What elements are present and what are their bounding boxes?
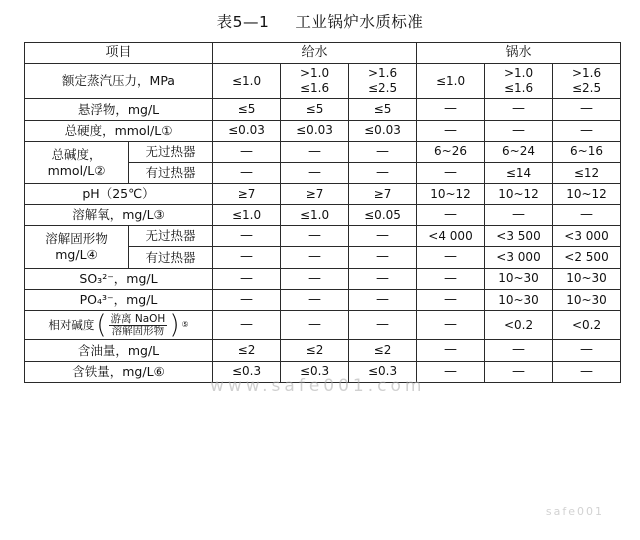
value-cell: — [213, 141, 281, 162]
value-cell: — [281, 163, 349, 184]
value-cell: — [349, 163, 417, 184]
value-cell: ≤5 [213, 99, 281, 120]
watermark-corner: safe001 [545, 505, 604, 518]
value-cell: — [281, 268, 349, 289]
value-line: >1.0 [299, 66, 330, 81]
value-cell: — [281, 289, 349, 310]
value-cell: ≥7 [213, 184, 281, 205]
table-row [25, 226, 621, 247]
row-sublabel: 有过热器 [129, 247, 213, 268]
value-cell: ≤0.05 [349, 204, 417, 225]
row-sublabel: 有过热器 [129, 163, 213, 184]
value-cell: 10~12 [553, 184, 621, 205]
row-label: 总碱度， mmol/L② [25, 141, 129, 184]
value-cell: — [349, 311, 417, 340]
value-cell: <0.2 [553, 311, 621, 340]
value-cell: — [485, 340, 553, 361]
value-cell: ≤12 [553, 163, 621, 184]
value-cell: — [349, 289, 417, 310]
row-label: 溶解固形物 mg/L④ [25, 226, 129, 269]
table-header-row [25, 43, 621, 64]
value-cell: — [349, 226, 417, 247]
value-cell: ≤1.0 [213, 64, 281, 99]
value-cell: ≤2 [213, 340, 281, 361]
value-cell [281, 64, 349, 99]
value-cell: — [213, 163, 281, 184]
row-label: 总硬度，mmol/L① [25, 120, 213, 141]
value-cell: <0.2 [485, 311, 553, 340]
row-label: 含铁量，mg/L⑥ [25, 361, 213, 382]
value-cell: — [485, 99, 553, 120]
row-sublabel: 无过热器 [129, 141, 213, 162]
value-cell: ≤0.03 [281, 120, 349, 141]
value-cell: — [281, 247, 349, 268]
table-row [25, 340, 621, 361]
value-cell: ≤0.3 [213, 361, 281, 382]
value-cell: — [281, 311, 349, 340]
row-label: SO₃²⁻，mg/L [25, 268, 213, 289]
value-cell [485, 64, 553, 99]
table-row [25, 289, 621, 310]
value-cell: — [553, 340, 621, 361]
value-cell: ≤0.03 [213, 120, 281, 141]
value-cell: — [417, 99, 485, 120]
table-number: 表5—1 [216, 13, 270, 31]
value-cell: — [417, 204, 485, 225]
value-cell: ≤0.3 [281, 361, 349, 382]
value-cell: — [417, 268, 485, 289]
table-body [25, 64, 621, 383]
value-cell: ≤0.3 [349, 361, 417, 382]
value-cell: 10~30 [553, 268, 621, 289]
value-cell: ≥7 [349, 184, 417, 205]
table-row [25, 64, 621, 99]
row-sublabel: 无过热器 [129, 226, 213, 247]
value-cell: ≤2 [349, 340, 417, 361]
table-row [25, 311, 621, 340]
table-row [25, 99, 621, 120]
value-cell: ≤14 [485, 163, 553, 184]
value-cell: — [213, 247, 281, 268]
value-cell: 10~12 [417, 184, 485, 205]
table-caption [24, 10, 616, 32]
value-cell: — [553, 361, 621, 382]
value-cell: ≥7 [281, 184, 349, 205]
value-cell: <3 000 [553, 226, 621, 247]
value-cell: — [417, 289, 485, 310]
value-cell: — [213, 311, 281, 340]
watermark-center: www.safe001.com [210, 376, 426, 396]
value-cell: 6~24 [485, 141, 553, 162]
value-cell: — [213, 289, 281, 310]
value-line: ≤2.5 [571, 81, 602, 96]
row-label: 额定蒸汽压力，MPa [25, 64, 213, 99]
value-line: ≤1.6 [503, 81, 534, 96]
value-cell: ≤1.0 [213, 204, 281, 225]
value-cell: — [485, 204, 553, 225]
row-label: PO₄³⁻，mg/L [25, 289, 213, 310]
table-row [25, 141, 621, 162]
value-cell: ≤0.03 [349, 120, 417, 141]
value-cell: — [281, 226, 349, 247]
value-cell: ≤2 [281, 340, 349, 361]
row-label: 相对碱度 ( $\frac{\text{游离 NaOH}}{\text{溶解固形物}}$ ) ⑤ [25, 311, 213, 340]
value-line: >1.6 [367, 66, 398, 81]
value-line: ≤1.6 [299, 81, 330, 96]
value-cell: — [417, 340, 485, 361]
value-cell: — [553, 99, 621, 120]
value-cell: — [417, 361, 485, 382]
value-cell: — [553, 204, 621, 225]
value-cell: <2 500 [553, 247, 621, 268]
value-cell: <3 000 [485, 247, 553, 268]
value-cell: 6~16 [553, 141, 621, 162]
table-row [25, 268, 621, 289]
value-cell [553, 64, 621, 99]
table-title: 工业锅炉水质标准 [295, 13, 424, 31]
value-cell: — [349, 268, 417, 289]
row-label: pH（25℃） [25, 184, 213, 205]
header-group-boilerwater: 锅水 [417, 43, 621, 64]
header-item: 项目 [25, 43, 213, 64]
value-cell: — [281, 141, 349, 162]
table-row [25, 184, 621, 205]
value-cell: — [213, 226, 281, 247]
value-cell: <3 500 [485, 226, 553, 247]
value-cell: — [417, 247, 485, 268]
value-cell [349, 64, 417, 99]
row-label: 悬浮物，mg/L [25, 99, 213, 120]
value-cell: 10~12 [485, 184, 553, 205]
table-row [25, 120, 621, 141]
value-cell: — [417, 163, 485, 184]
value-cell: — [417, 120, 485, 141]
value-cell: 10~30 [485, 289, 553, 310]
value-cell: 6~26 [417, 141, 485, 162]
header-group-feedwater: 给水 [213, 43, 417, 64]
value-cell: 10~30 [485, 268, 553, 289]
value-cell: — [417, 311, 485, 340]
value-cell: ≤1.0 [417, 64, 485, 99]
table-row [25, 361, 621, 382]
row-label: 溶解氧，mg/L③ [25, 204, 213, 225]
value-cell: — [485, 361, 553, 382]
value-cell: <4 000 [417, 226, 485, 247]
water-quality-standard-table [24, 42, 621, 383]
table-row [25, 204, 621, 225]
value-line: >1.0 [503, 66, 534, 81]
value-line: >1.6 [571, 66, 602, 81]
value-line: ≤2.5 [367, 81, 398, 96]
value-cell: — [349, 141, 417, 162]
value-cell: — [213, 268, 281, 289]
value-cell: ≤5 [281, 99, 349, 120]
value-cell: 10~30 [553, 289, 621, 310]
value-cell: — [485, 120, 553, 141]
row-label: 含油量，mg/L [25, 340, 213, 361]
value-cell: — [553, 120, 621, 141]
value-cell: — [349, 247, 417, 268]
value-cell: ≤5 [349, 99, 417, 120]
value-cell: ≤1.0 [281, 204, 349, 225]
